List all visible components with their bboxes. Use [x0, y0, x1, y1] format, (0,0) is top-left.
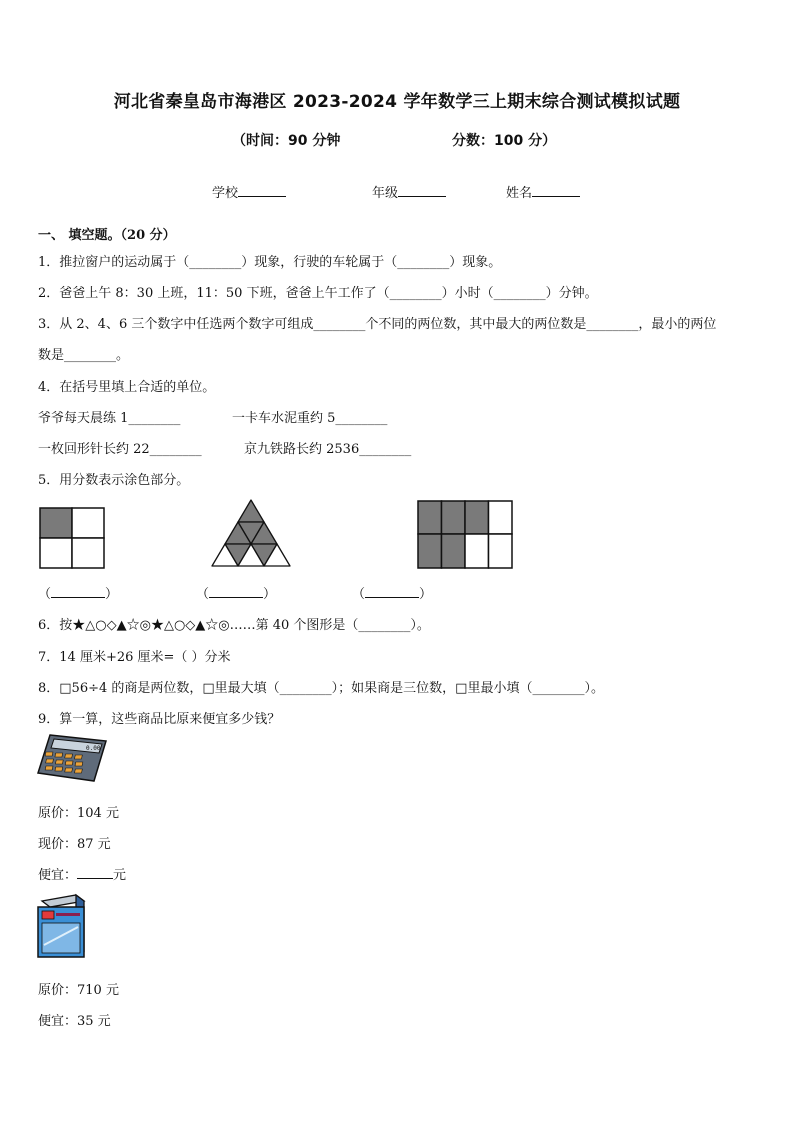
- grade-field[interactable]: [372, 182, 446, 201]
- question-3-line-2: 数是________。: [38, 348, 130, 363]
- school-label: 学校: [212, 186, 239, 201]
- page-title: 河北省秦皇岛市海港区 2023-2024 学年数学三上期末综合测试模拟试题: [113, 92, 681, 112]
- answer-slot-1[interactable]: （ ）: [38, 587, 119, 602]
- calculator-icon: [36, 733, 108, 783]
- name-label: 姓名: [506, 186, 533, 201]
- square-figure: [39, 507, 105, 569]
- triangle-figure: [211, 498, 291, 570]
- question-2: 2．爸爸上午 8：30 上班，11：50 下班，爸爸上午工作了（________）小时（________）分钟。: [38, 286, 598, 301]
- name-field[interactable]: [506, 182, 580, 201]
- item1-original-price: 原价：104 元: [38, 806, 119, 821]
- school-field[interactable]: [212, 182, 286, 201]
- question-9: 9．算一算，这些商品比原来便宜多少钱？: [38, 712, 281, 727]
- question-4: 4．在括号里填上合适的单位。: [38, 380, 216, 395]
- book-box-icon: [36, 893, 88, 961]
- exam-time: （时间：90 分钟: [232, 133, 341, 149]
- question-7: 7．14 厘米+26 厘米=（ ）分米: [38, 650, 231, 665]
- answer-slot-2[interactable]: （ ）: [196, 587, 277, 602]
- question-1: 1．推拉窗户的运动属于（________）现象，行驶的车轮属于（________）现象。: [38, 255, 502, 270]
- section-heading: 一、 填空题。（20 分）: [38, 228, 176, 243]
- question-3-line-1: 3．从 2、4、6 三个数字中任选两个数字可组成________个不同的两位数，其中最大的两位数是________，最小的两位: [38, 317, 717, 332]
- grade-label: 年级: [372, 186, 399, 201]
- item1-cheaper[interactable]: 便宜： 元: [38, 868, 127, 883]
- item2-cheaper: 便宜：35 元: [38, 1014, 111, 1029]
- q4-item-2: 一卡车水泥重约 5________: [232, 411, 388, 426]
- svg-text:0.00: 0.00: [86, 745, 101, 752]
- item2-original-price: 原价：710 元: [38, 983, 119, 998]
- question-5: 5．用分数表示涂色部分。: [38, 473, 190, 488]
- question-8: 8．□56÷4 的商是两位数，□里最大填（________）；如果商是三位数，□里最小填（________）。: [38, 681, 604, 696]
- item1-current-price: 现价：87 元: [38, 837, 111, 852]
- exam-score: 分数：100 分）: [452, 133, 557, 149]
- q4-item-4: 京九铁路长约 2536________: [244, 442, 412, 457]
- answer-slot-3[interactable]: （ ）: [352, 587, 433, 602]
- rectangle-figure: [417, 500, 513, 570]
- q4-item-1: 爷爷每天晨练 1________: [38, 411, 181, 426]
- question-6: 6．按★△○◇▲☆◎★△○◇▲☆◎……第 40 个图形是（________）。: [38, 618, 430, 633]
- q4-item-3: 一枚回形针长约 22________: [38, 442, 202, 457]
